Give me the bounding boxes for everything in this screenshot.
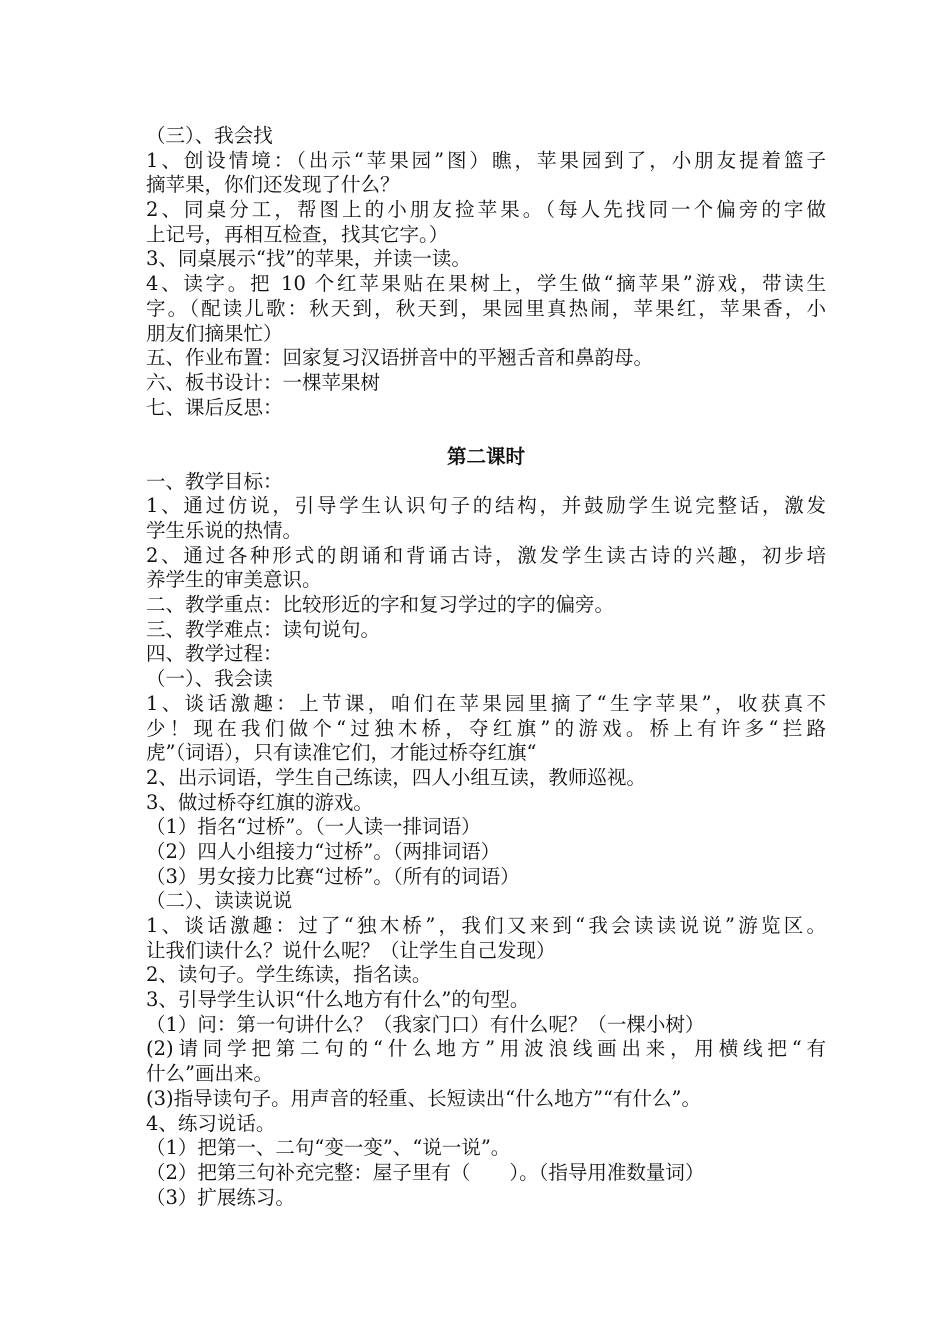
paragraph	[146, 470, 826, 495]
text-line: （3）扩展练习。	[146, 1185, 295, 1209]
section-heading	[146, 124, 826, 149]
paragraph	[146, 198, 826, 247]
text-line: 养学生的审美意识。	[146, 568, 322, 592]
text-line: (3)指导读句子。用声音的轻重、长短读出“什么地方”“有什么”。	[146, 1086, 701, 1110]
paragraph	[146, 272, 826, 346]
paragraph	[146, 1037, 826, 1086]
paragraph	[146, 642, 826, 667]
paragraph	[146, 766, 826, 791]
paragraph	[146, 494, 826, 543]
text-line: 什么”画出来。	[146, 1062, 273, 1086]
text-line: 六、板书设计：一棵苹果树	[146, 370, 381, 394]
paragraph	[146, 988, 826, 1013]
text-line: 字。（配读儿歌：秋天到，秋天到，果园里真热闹，苹果红，苹果香，小	[146, 296, 826, 320]
text-line: （一）、我会读	[146, 667, 273, 691]
paragraph	[146, 1112, 826, 1137]
text-line: （1）把第一、二句“变一变”、“说一说”。	[146, 1136, 511, 1160]
paragraph	[146, 791, 826, 816]
text-line: 3、做过桥夺红旗的游戏。	[146, 790, 373, 814]
paragraph	[146, 1013, 826, 1038]
text-line: （三）、我会找	[146, 124, 273, 147]
paragraph	[146, 1136, 826, 1161]
text-line: （2）四人小组接力“过桥”。（两排词语）	[146, 839, 501, 863]
paragraph	[146, 914, 826, 963]
text-line: 1、谈话激趣：上节课，咱们在苹果园里摘了“生字苹果”，收获真不	[146, 691, 826, 715]
text-line: （2）把第三句补充完整：屋子里有（ ）。（指导用准数量词）	[146, 1160, 705, 1184]
text-line: 2、通过各种形式的朗诵和背诵古诗，激发学生读古诗的兴趣，初步培	[146, 543, 826, 567]
text-line: 3、同桌展示“找”的苹果，并读一读。	[146, 247, 471, 271]
paragraph	[146, 396, 826, 421]
text-line: （3）男女接力比赛“过桥”。（所有的词语）	[146, 864, 520, 888]
text-line: 2、出示词语，学生自己练读，四人小组互读，教师巡视。	[146, 765, 646, 789]
paragraph	[146, 618, 826, 643]
paragraph	[146, 815, 826, 840]
text-line: 朋友们摘果忙）	[146, 321, 283, 345]
text-line: 四、教学过程：	[146, 642, 283, 666]
text-line: 虎”（词语），只有读准它们，才能过桥夺红旗“	[146, 741, 537, 765]
paragraph	[146, 865, 826, 890]
paragraph	[146, 1161, 826, 1186]
text-line: 让我们读什么？说什么呢？（让学生自己发现）	[146, 938, 556, 962]
paragraph	[146, 840, 826, 865]
paragraph	[146, 371, 826, 396]
paragraph	[146, 346, 826, 371]
text-line: 1、通过仿说，引导学生认识句子的结构，并鼓励学生说完整话，激发	[146, 494, 826, 518]
paragraph	[146, 1186, 826, 1211]
paragraph	[146, 963, 826, 988]
text-line: 1、创设情境：（出示“苹果园”图）瞧，苹果园到了，小朋友提着篮子	[146, 148, 826, 172]
text-line: 1、谈话激趣：过了“独木桥”，我们又来到“我会读读说说”游览区。	[146, 914, 826, 937]
paragraph	[146, 247, 826, 272]
document-body	[146, 124, 826, 1210]
text-line: 3、引导学生认识“什么地方有什么”的句型。	[146, 988, 530, 1012]
paragraph	[146, 149, 826, 198]
text-line: 三、教学难点：读句说句。	[146, 617, 381, 641]
text-line: 摘苹果，你们还发现了什么？	[146, 173, 400, 197]
text-line: 4、练习说话。	[146, 1111, 276, 1135]
text-line: 一、教学目标：	[146, 469, 283, 493]
lesson-title: 第二课时	[446, 444, 525, 468]
text-line: 学生乐说的热情。	[146, 519, 303, 542]
text-line: 上记号，再相互检查，找其它字。）	[146, 222, 449, 246]
text-line: （1）问：第一句讲什么？（我家门口）有什么呢？（一棵小树）	[146, 1012, 705, 1036]
paragraph	[146, 1087, 826, 1112]
text-line: 少！现在我们做个“过独木桥，夺红旗”的游戏。桥上有许多“拦路	[146, 716, 826, 740]
section-heading	[146, 889, 826, 914]
text-line: 七、课后反思：	[146, 395, 283, 419]
section-heading	[146, 667, 826, 692]
paragraph	[146, 692, 826, 766]
paragraph	[146, 593, 826, 618]
text-line: 五、作业布置：回家复习汉语拼音中的平翘舌音和鼻韵母。	[146, 346, 654, 370]
text-line: (2)请同学把第二句的“什么地方”用波浪线画出来，用横线把“有	[146, 1037, 826, 1061]
text-line: 二、教学重点：比较形近的字和复习学过的字的偏旁。	[146, 593, 615, 617]
text-line: 2、同桌分工，帮图上的小朋友捡苹果。（每人先找同一个偏旁的字做	[146, 198, 826, 222]
text-line: 4、读字。把 10 个红苹果贴在果树上，学生做“摘苹果”游戏，带读生	[146, 272, 826, 296]
blank-line	[146, 420, 826, 445]
paragraph	[146, 544, 826, 593]
text-line: （1）指名“过桥”。（一人读一排词语）	[146, 815, 481, 839]
text-line: 2、读句子。学生练读，指名读。	[146, 963, 432, 987]
text-line: （二）、读读说说	[146, 889, 293, 913]
